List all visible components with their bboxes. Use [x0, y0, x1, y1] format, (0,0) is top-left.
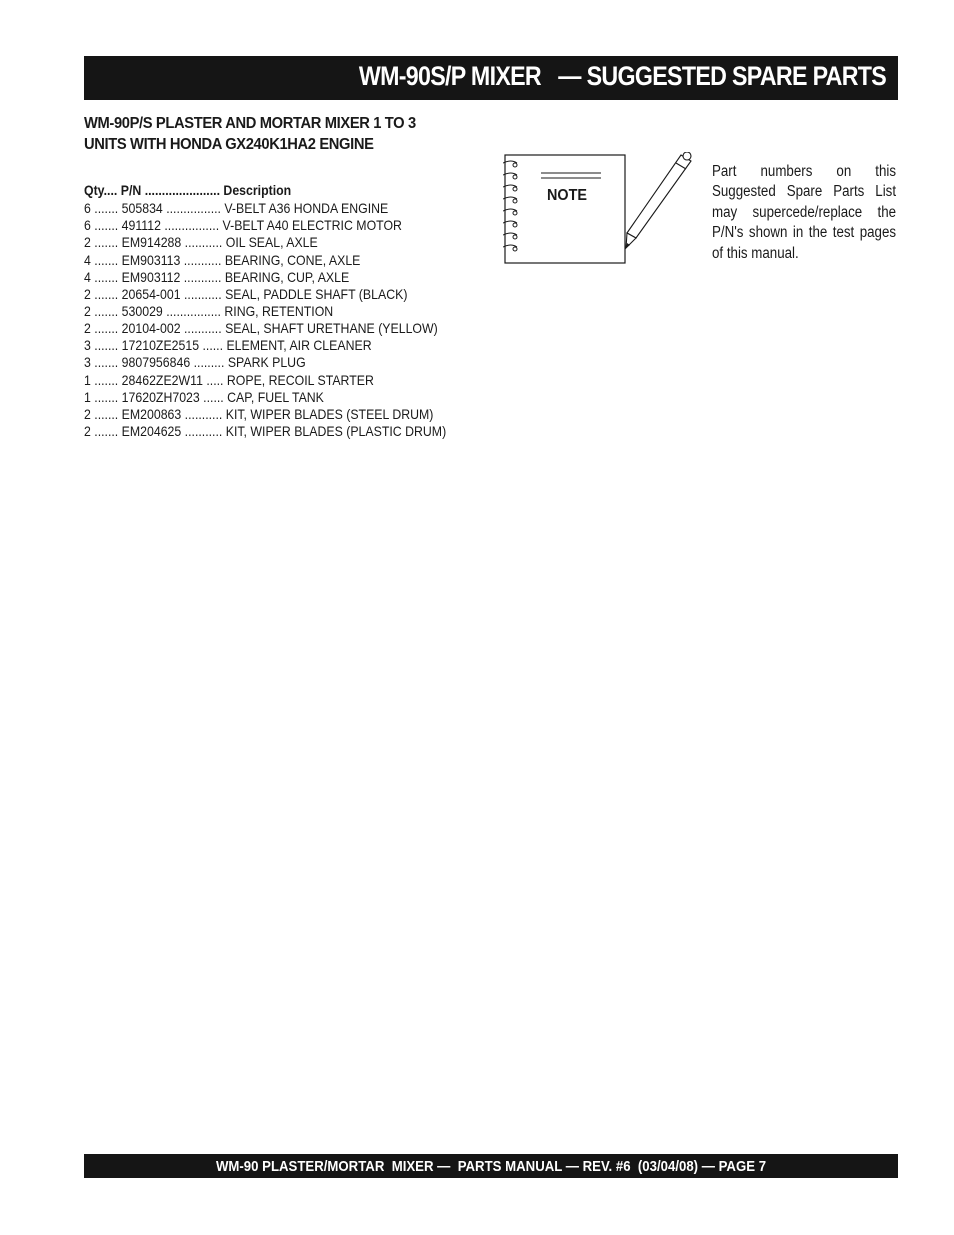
- parts-list-header: Qty.... P/N ...................... Description: [84, 182, 292, 198]
- section-heading: [84, 114, 470, 155]
- parts-list-row: 4 ....... EM903112 ........... BEARING, CUP, AXLE: [84, 268, 350, 285]
- page-footer-text: WM-90 PLASTER/MORTAR MIXER — PARTS MANUAL — REV. #6 (03/04/08) — PAGE 7: [215, 1158, 767, 1175]
- parts-list-row: 3 ....... 9807956846 ......... SPARK PLUG: [84, 354, 306, 371]
- page-footer-bar: [84, 1154, 898, 1178]
- parts-list-row: 2 ....... 530029 ................ RING, RETENTION: [84, 302, 334, 319]
- parts-list-row: 6 ....... 505834 ................ V-BELT A36 HONDA ENGINE: [84, 200, 389, 217]
- parts-list-row: 2 ....... 20654-001 ........... SEAL, PADDLE SHAFT (BLACK): [84, 285, 408, 302]
- section-heading-line-2: UNITS WITH HONDA GX240K1HA2 ENGINE: [84, 135, 374, 153]
- parts-list-row: 6 ....... 491112 ................ V-BELT A40 ELECTRIC MOTOR: [84, 217, 402, 234]
- parts-list-row: 1 ....... 28462ZE2W11 ..... ROPE, RECOIL STARTER: [84, 371, 374, 388]
- note-text: Part numbers on this Suggested Spare Parts List may supercede/replace the P/N's shown in the test pages of this manual.: [712, 163, 897, 262]
- page-header-bar: [84, 56, 898, 100]
- parts-list-row: 3 ....... 17210ZE2515 ...... ELEMENT, AIR CLEANER: [84, 337, 372, 354]
- notepad-pencil-icon: [503, 152, 703, 272]
- page-title: WM-90S/P MIXER — SUGGESTED SPARE PARTS: [358, 61, 886, 91]
- parts-list: [84, 182, 446, 440]
- section-heading-line-1: WM-90P/S PLASTER AND MORTAR MIXER 1 TO 3: [84, 115, 416, 132]
- parts-list-row: 2 ....... EM914288 ........... OIL SEAL, AXLE: [84, 234, 318, 251]
- parts-list-row: 2 ....... EM204625 ........... KIT, WIPER BLADES (PLASTIC DRUM): [84, 422, 447, 439]
- parts-list-row: 2 ....... EM200863 ........... KIT, WIPER BLADES (STEEL DRUM): [84, 405, 434, 422]
- parts-list-row: 2 ....... 20104-002 ........... SEAL, SHAFT URETHANE (YELLOW): [84, 320, 438, 337]
- note-label: NOTE: [547, 187, 588, 204]
- parts-list-row: 1 ....... 17620ZH7023 ...... CAP, FUEL TANK: [84, 388, 324, 405]
- parts-list-row: 4 ....... EM903113 ........... BEARING, CONE, AXLE: [84, 251, 361, 268]
